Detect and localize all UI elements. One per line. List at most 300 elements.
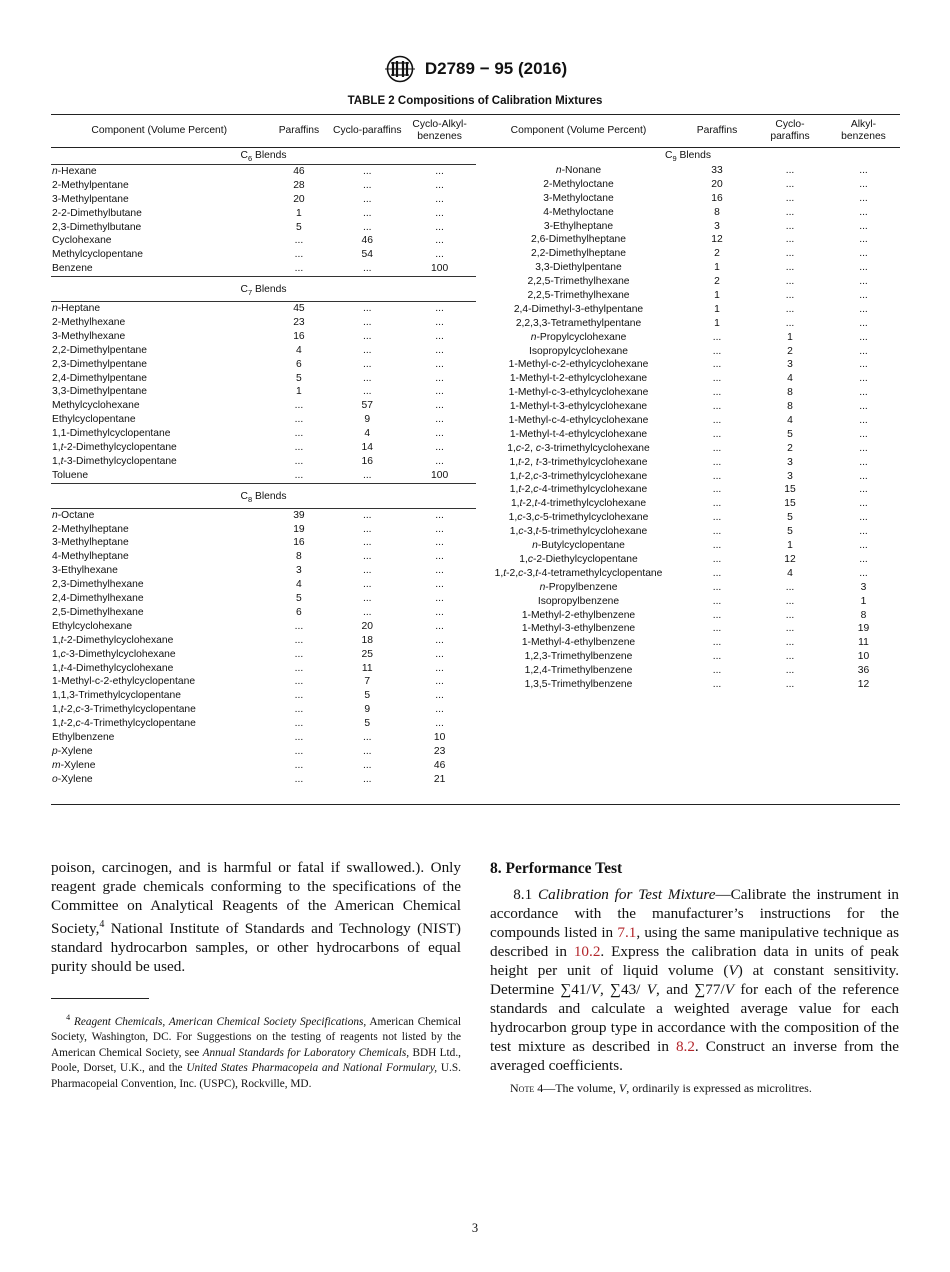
table-row bbox=[476, 595, 900, 609]
cell-component: 1,1,3-Trimethylcyclopentane bbox=[52, 690, 181, 702]
table-row bbox=[51, 165, 476, 179]
cell-cycloparaffins: ... bbox=[362, 551, 372, 563]
cell-cycloparaffins: 1 bbox=[787, 540, 793, 552]
cell-paraffins: ... bbox=[294, 249, 304, 261]
cell-paraffins: ... bbox=[712, 331, 722, 343]
table-row bbox=[51, 330, 476, 344]
cell-cycloparaffins: 9 bbox=[364, 414, 371, 426]
cell-benzenes: ... bbox=[859, 540, 868, 552]
cell-paraffins: ... bbox=[712, 401, 722, 413]
cell-paraffins: 1 bbox=[714, 303, 720, 315]
cell-paraffins: 46 bbox=[293, 166, 305, 177]
cell-benzenes: ... bbox=[435, 235, 444, 247]
cell-component: Toluene bbox=[52, 469, 89, 481]
cell-cycloparaffins: 8 bbox=[787, 387, 793, 399]
table-row bbox=[51, 262, 476, 276]
cell-benzenes: 3 bbox=[860, 581, 867, 593]
table-row bbox=[476, 317, 900, 331]
footnote-ref[interactable]: 4 bbox=[99, 919, 105, 930]
cell-component: 2-Methylpentane bbox=[52, 179, 129, 191]
cell-component: 1,t-2,t-4-trimethylcyclohexane bbox=[510, 498, 647, 510]
cell-benzenes: ... bbox=[859, 387, 868, 399]
cell-cycloparaffins: 5 bbox=[787, 512, 793, 524]
cell-paraffins: ... bbox=[294, 442, 304, 454]
cell-cycloparaffins: ... bbox=[785, 165, 795, 176]
table-row bbox=[51, 620, 476, 634]
cell-cycloparaffins: 57 bbox=[361, 400, 373, 412]
cell-component: 2,2,5-Trimethylhexane bbox=[527, 276, 630, 288]
table-row bbox=[476, 553, 900, 567]
cell-cycloparaffins: ... bbox=[785, 276, 795, 288]
cell-paraffins: ... bbox=[712, 387, 722, 399]
table-row bbox=[51, 193, 476, 207]
table-bottom-rule bbox=[51, 804, 900, 805]
cell-component: 2,5-Dimethylhexane bbox=[52, 606, 144, 618]
table-row bbox=[51, 745, 476, 759]
cell-cycloparaffins: 18 bbox=[361, 634, 373, 646]
table-row bbox=[476, 414, 900, 428]
cell-component: Methylcyclohexane bbox=[52, 400, 140, 412]
footnote-rule bbox=[51, 998, 149, 999]
table-row bbox=[476, 483, 900, 497]
cell-component: 2,2-Dimethylpentane bbox=[52, 344, 148, 356]
cell-component: 1,t-2-Dimethylcyclopentane bbox=[52, 442, 177, 454]
cell-cycloparaffins: ... bbox=[362, 207, 372, 219]
table-row bbox=[476, 372, 900, 386]
table-row bbox=[51, 648, 476, 662]
cell-paraffins: ... bbox=[712, 359, 722, 371]
table-row bbox=[51, 634, 476, 648]
cell-paraffins: ... bbox=[712, 553, 722, 565]
cell-benzenes: ... bbox=[435, 690, 444, 702]
cell-cycloparaffins: ... bbox=[362, 193, 372, 205]
cell-component: n-Nonane bbox=[555, 165, 602, 176]
cell-paraffins: ... bbox=[294, 400, 304, 412]
table-row bbox=[51, 717, 476, 731]
cell-component: 1-Methyl-3-ethylbenzene bbox=[521, 623, 636, 635]
cell-cycloparaffins: ... bbox=[362, 263, 372, 275]
cell-component: Ethylcyclopentane bbox=[52, 414, 136, 426]
cell-component: 1-Methyl-4-ethylbenzene bbox=[521, 637, 636, 649]
cell-component: 4-Methyloctane bbox=[543, 206, 614, 218]
cell-component: 1,2,3-Trimethylbenzene bbox=[524, 651, 633, 663]
cell-component: 3-Methyloctane bbox=[543, 192, 614, 204]
col-component-right: Component (Volume Percent) bbox=[510, 124, 647, 136]
table-row bbox=[51, 564, 476, 578]
table-row bbox=[51, 413, 476, 427]
cell-cycloparaffins: ... bbox=[362, 731, 372, 743]
cell-paraffins: 28 bbox=[293, 179, 305, 191]
cell-component: 1,t-2,c-3,t-4-tetramethylcyclopentane bbox=[494, 567, 663, 579]
cell-benzenes: ... bbox=[435, 648, 444, 660]
cell-cycloparaffins: 3 bbox=[787, 470, 793, 482]
table-row bbox=[476, 358, 900, 372]
cell-benzenes: 23 bbox=[433, 745, 446, 757]
cell-benzenes: ... bbox=[859, 442, 868, 454]
table-row bbox=[476, 400, 900, 414]
cell-paraffins: ... bbox=[712, 623, 722, 635]
cell-benzenes: ... bbox=[859, 498, 868, 510]
table-row bbox=[476, 192, 900, 206]
cell-benzenes: ... bbox=[859, 178, 868, 190]
cell-cycloparaffins: ... bbox=[362, 166, 372, 177]
cell-paraffins: 6 bbox=[296, 606, 302, 618]
cell-paraffins: 16 bbox=[293, 537, 305, 549]
cell-component: 1-Methyl-c-3-ethylcyclohexane bbox=[508, 387, 649, 399]
cell-paraffins: ... bbox=[294, 690, 304, 702]
cell-benzenes: ... bbox=[435, 662, 444, 674]
table-row bbox=[476, 567, 900, 581]
cell-component: p-Xylene bbox=[52, 745, 93, 757]
col-cycloparaffins: Cyclo-paraffins bbox=[333, 124, 402, 136]
cell-benzenes: ... bbox=[435, 344, 444, 356]
cell-benzenes: ... bbox=[859, 317, 868, 329]
cell-cycloparaffins: ... bbox=[785, 262, 795, 274]
col-paraffins: Paraffins bbox=[278, 124, 320, 136]
cell-cycloparaffins: ... bbox=[785, 234, 795, 246]
cell-component: 2,4-Dimethylhexane bbox=[52, 593, 144, 605]
cell-paraffins: ... bbox=[294, 235, 304, 247]
cell-component: 1-Methyl-c-2-ethylcyclohexane bbox=[508, 359, 649, 371]
table-row bbox=[51, 523, 476, 537]
cell-cycloparaffins: ... bbox=[362, 579, 372, 591]
link-7-1[interactable]: 7.1 bbox=[617, 924, 637, 941]
table-row bbox=[51, 399, 476, 413]
section-header: $C_6$ Blends bbox=[51, 148, 476, 165]
cell-benzenes: ... bbox=[435, 565, 444, 577]
cell-benzenes: ... bbox=[435, 537, 444, 549]
cell-benzenes: ... bbox=[435, 551, 444, 563]
cell-benzenes: 12 bbox=[857, 678, 870, 690]
cell-benzenes: 10 bbox=[433, 731, 446, 743]
table-row bbox=[51, 606, 476, 620]
cell-component: Ethylcyclohexane bbox=[52, 620, 133, 632]
cell-cycloparaffins: 54 bbox=[361, 249, 373, 261]
cell-benzenes: ... bbox=[859, 401, 868, 413]
cell-component: 1,t-2,c-3-Trimethylcyclopentane bbox=[52, 704, 196, 716]
cell-paraffins: ... bbox=[294, 704, 304, 716]
cell-benzenes: ... bbox=[435, 620, 444, 632]
cell-benzenes: ... bbox=[859, 415, 868, 427]
table-row bbox=[51, 207, 476, 221]
cell-paraffins: 33 bbox=[711, 165, 723, 176]
cell-paraffins: ... bbox=[712, 581, 722, 593]
table-row bbox=[476, 664, 900, 678]
cell-cycloparaffins: 7 bbox=[364, 676, 371, 688]
cell-cycloparaffins: 9 bbox=[364, 704, 371, 716]
cell-component: 1,c-3,t-5-trimethylcyclohexane bbox=[509, 526, 648, 538]
cell-cycloparaffins: 1 bbox=[787, 331, 793, 343]
cell-benzenes: 21 bbox=[433, 773, 446, 785]
table-row bbox=[476, 456, 900, 470]
cell-paraffins: 16 bbox=[711, 192, 723, 204]
cell-component: 2,2,5-Trimethylhexane bbox=[527, 290, 630, 302]
cell-benzenes: ... bbox=[435, 523, 444, 535]
table-row bbox=[51, 221, 476, 235]
cell-paraffins: ... bbox=[294, 745, 304, 757]
cell-benzenes: 36 bbox=[857, 665, 870, 677]
cell-cycloparaffins: 4 bbox=[364, 428, 371, 440]
cell-paraffins: ... bbox=[294, 731, 304, 743]
column-headers-right bbox=[476, 114, 900, 148]
cell-benzenes: ... bbox=[859, 276, 868, 288]
cell-cycloparaffins: ... bbox=[785, 206, 795, 218]
cell-cycloparaffins: ... bbox=[362, 221, 372, 233]
table-row bbox=[476, 511, 900, 525]
cell-benzenes: ... bbox=[435, 166, 444, 177]
cell-paraffins: 4 bbox=[296, 344, 302, 356]
cell-cycloparaffins: ... bbox=[785, 609, 795, 621]
cell-cycloparaffins: ... bbox=[362, 358, 372, 370]
cell-paraffins: ... bbox=[712, 595, 722, 607]
cell-benzenes: ... bbox=[859, 206, 868, 218]
col-paraffins-right: Paraffins bbox=[696, 124, 738, 136]
section-header: $C_9$ Blends bbox=[665, 150, 711, 164]
table-row bbox=[476, 636, 900, 650]
cell-paraffins: 3 bbox=[714, 220, 720, 232]
cell-benzenes: ... bbox=[435, 718, 444, 730]
table-row bbox=[476, 539, 900, 553]
table-row bbox=[476, 442, 900, 456]
cell-component: 3-Methylheptane bbox=[52, 537, 129, 549]
cell-benzenes: ... bbox=[859, 484, 868, 496]
body-text-left: poison, carcinogen, and is harmful or fatal if swallowed.). Only reagent grade chemicals conforming to the specifications of the Committee on Analytical Reagents of the American Chemical Society,$^4$ National Institute of Standards and Technology (NIST) standard hydrocarbon samples, or other hydrocarbons of equal purity should be used. bbox=[51, 859, 461, 976]
cell-paraffins: ... bbox=[712, 665, 722, 677]
table-row bbox=[51, 385, 476, 399]
cell-cycloparaffins: 5 bbox=[787, 526, 793, 538]
table-row bbox=[51, 509, 476, 523]
cell-benzenes: ... bbox=[859, 428, 868, 440]
cell-component: 1,t-2, t-3-trimethylcyclohexane bbox=[509, 456, 648, 468]
cell-component: 3,3-Dimethylpentane bbox=[52, 386, 148, 398]
page-number: 3 bbox=[471, 1221, 479, 1235]
table-row bbox=[51, 731, 476, 745]
table-row bbox=[51, 469, 476, 483]
cell-benzenes: ... bbox=[859, 553, 868, 565]
cell-paraffins: 1 bbox=[296, 386, 302, 398]
body-text-right: 8.1 Calibration for Test Mixture—Calibrate the instrument in accordance with the manufacturer’s instructions for the compounds listed in 7.1, using the same manipulative technique as described in 10.2. Express the calibration data in units of peak height per unit of liquid volume (V) at constant sensitivity. Determine ∑41/V, ∑43/ V, and ∑77/V for each of the reference standards and calculate a weighted average value for each hydrocarbon group type in accordance with the composition of the test mixture as described in 8.2. Construct an inverse from the averaged coefficients. bbox=[490, 886, 900, 1074]
cell-benzenes: ... bbox=[435, 400, 444, 412]
cell-cycloparaffins: 3 bbox=[787, 456, 793, 468]
cell-benzenes: 11 bbox=[858, 637, 869, 649]
cell-paraffins: 2 bbox=[714, 248, 720, 260]
cell-cycloparaffins: ... bbox=[362, 606, 372, 618]
column-headers bbox=[51, 114, 476, 148]
cell-component: 2-Methylheptane bbox=[52, 523, 129, 535]
cell-benzenes: ... bbox=[859, 359, 868, 371]
table-row bbox=[476, 220, 900, 234]
cell-paraffins: ... bbox=[712, 470, 722, 482]
cell-paraffins: ... bbox=[294, 263, 304, 275]
cell-benzenes: ... bbox=[435, 179, 444, 191]
table-row bbox=[51, 358, 476, 372]
cell-cycloparaffins: ... bbox=[785, 581, 795, 593]
cell-paraffins: ... bbox=[294, 455, 304, 467]
cell-cycloparaffins: ... bbox=[785, 623, 795, 635]
cell-component: 1,c-2, c-3-trimethylcyclohexane bbox=[507, 442, 650, 454]
cell-benzenes: ... bbox=[435, 193, 444, 205]
cell-cycloparaffins: ... bbox=[362, 386, 372, 398]
table-row bbox=[51, 689, 476, 703]
cell-benzenes: ... bbox=[435, 372, 444, 384]
cell-benzenes: ... bbox=[859, 345, 868, 357]
cell-paraffins: 23 bbox=[293, 317, 305, 329]
cell-benzenes: ... bbox=[859, 192, 868, 204]
table-row bbox=[51, 248, 476, 262]
table-row bbox=[51, 302, 476, 316]
cell-component: 1,t-2,c-4-trimethylcyclohexane bbox=[509, 484, 648, 496]
cell-benzenes: ... bbox=[435, 442, 444, 454]
cell-paraffins: 6 bbox=[296, 358, 302, 370]
cell-component: 2,4-Dimethylpentane bbox=[52, 372, 148, 384]
cell-paraffins: ... bbox=[712, 526, 722, 538]
table-row bbox=[476, 525, 900, 539]
cell-paraffins: ... bbox=[294, 759, 304, 771]
cell-component: m-Xylene bbox=[52, 759, 96, 771]
cell-component: 1,t-2,c-4-Trimethylcyclopentane bbox=[52, 718, 196, 730]
table-row bbox=[476, 261, 900, 275]
cell-benzenes: ... bbox=[435, 221, 444, 233]
cell-benzenes: ... bbox=[435, 330, 444, 342]
cell-benzenes: ... bbox=[435, 579, 444, 591]
footnote: $^4$ Reagent Chemicals, American Chemical Society Specifications, American Chemical Society, Washington, DC. For Suggestions on the testing of reagents not listed by the American Chemical Society, see Annual Standards for Laboratory Chemicals, BDH Ltd., Poole, Dorset, U.K., and the United States Pharmacopeia and National Formulary, U.S. Pharmacopeial Convention, Inc. (USPC), Rockville, MD. bbox=[51, 1013, 462, 1090]
table-row bbox=[476, 275, 900, 289]
document-id: D2789 − 95 (2016) bbox=[424, 59, 568, 78]
cell-component: Methylcyclopentane bbox=[52, 249, 144, 261]
cell-cycloparaffins: ... bbox=[362, 317, 372, 329]
cell-cycloparaffins: ... bbox=[362, 759, 372, 771]
cell-benzenes: ... bbox=[859, 303, 868, 315]
cell-component: 2-Methylhexane bbox=[52, 317, 126, 329]
cell-cycloparaffins: 5 bbox=[364, 718, 371, 730]
cell-benzenes: 100 bbox=[430, 469, 449, 481]
cell-cycloparaffins: 16 bbox=[361, 455, 373, 467]
cell-paraffins: ... bbox=[712, 651, 722, 663]
cell-cycloparaffins: ... bbox=[362, 593, 372, 605]
cell-paraffins: ... bbox=[712, 498, 722, 510]
link-8-2[interactable]: 8.2 bbox=[675, 1038, 695, 1055]
cell-cycloparaffins: ... bbox=[785, 317, 795, 329]
cell-benzenes: ... bbox=[859, 234, 868, 246]
table-row bbox=[51, 427, 476, 441]
cell-paraffins: 4 bbox=[296, 579, 302, 591]
cell-cycloparaffins: 2 bbox=[787, 442, 793, 454]
cell-benzenes: ... bbox=[859, 290, 868, 302]
cell-benzenes: ... bbox=[435, 207, 444, 219]
cell-component: n-Octane bbox=[52, 509, 95, 521]
cell-component: Cyclohexane bbox=[52, 235, 112, 247]
cell-benzenes: ... bbox=[435, 455, 444, 467]
cell-component: 3-Methylpentane bbox=[52, 193, 129, 205]
cell-cycloparaffins: ... bbox=[362, 372, 372, 384]
cell-cycloparaffins: ... bbox=[362, 523, 372, 535]
col-alkylbenzenes-right: Alkyl- benzenes bbox=[841, 118, 886, 142]
cell-cycloparaffins: ... bbox=[362, 773, 372, 785]
cell-component: 3,3-Diethylpentane bbox=[535, 262, 622, 274]
cell-benzenes: ... bbox=[435, 414, 444, 426]
cell-component: 3-Methylhexane bbox=[52, 330, 126, 342]
cell-cycloparaffins: 46 bbox=[361, 235, 373, 247]
link-10-2[interactable]: 10.2 bbox=[573, 943, 601, 960]
cell-benzenes: ... bbox=[435, 634, 444, 646]
cell-paraffins: 3 bbox=[296, 565, 302, 577]
cell-paraffins: ... bbox=[712, 540, 722, 552]
cell-paraffins: 20 bbox=[711, 178, 723, 190]
cell-component: Ethylbenzene bbox=[52, 731, 115, 743]
cell-benzenes: ... bbox=[859, 165, 868, 176]
cell-cycloparaffins: ... bbox=[362, 745, 372, 757]
cell-paraffins: ... bbox=[294, 620, 304, 632]
cell-paraffins: ... bbox=[712, 484, 722, 496]
cell-benzenes: ... bbox=[859, 526, 868, 538]
cell-benzenes: ... bbox=[859, 512, 868, 524]
table-row bbox=[476, 233, 900, 247]
cell-paraffins: 2 bbox=[714, 276, 720, 288]
cell-component: 3-Ethylheptane bbox=[543, 220, 614, 232]
cell-cycloparaffins: 25 bbox=[361, 648, 373, 660]
cell-cycloparaffins: ... bbox=[362, 330, 372, 342]
cell-cycloparaffins: ... bbox=[785, 290, 795, 302]
table-row bbox=[51, 759, 476, 773]
cell-paraffins: ... bbox=[294, 676, 304, 688]
cell-component: 2-Methyloctane bbox=[543, 178, 614, 190]
cell-component: 1,t-4-Dimethylcyclohexane bbox=[52, 662, 174, 674]
cell-paraffins: ... bbox=[294, 773, 304, 785]
cell-component: 2,2,3,3-Tetramethylpentane bbox=[515, 317, 642, 329]
cell-component: 1,t-3-Dimethylcyclopentane bbox=[52, 455, 177, 467]
cell-cycloparaffins: 4 bbox=[787, 415, 793, 427]
cell-benzenes: ... bbox=[435, 303, 444, 315]
table-row bbox=[476, 678, 900, 692]
cell-paraffins: ... bbox=[712, 678, 722, 690]
cell-benzenes: ... bbox=[859, 567, 868, 579]
cell-cycloparaffins: 4 bbox=[787, 373, 793, 385]
cell-component: 1,1-Dimethylcyclopentane bbox=[52, 428, 171, 440]
col-component: Component (Volume Percent) bbox=[91, 124, 228, 136]
cell-cycloparaffins: ... bbox=[785, 192, 795, 204]
page-header bbox=[0, 54, 950, 84]
table-row bbox=[476, 164, 900, 178]
cell-paraffins: 12 bbox=[711, 234, 723, 246]
cell-paraffins: 1 bbox=[296, 207, 302, 219]
cell-cycloparaffins: 8 bbox=[787, 401, 793, 413]
cell-benzenes: ... bbox=[859, 262, 868, 274]
cell-component: 2,3-Dimethylbutane bbox=[52, 221, 142, 233]
cell-cycloparaffins: 3 bbox=[787, 359, 793, 371]
cell-cycloparaffins: ... bbox=[785, 678, 795, 690]
cell-cycloparaffins: 12 bbox=[784, 553, 796, 565]
table-row bbox=[51, 578, 476, 592]
cell-benzenes: ... bbox=[435, 593, 444, 605]
cell-component: 1-Methyl-t-4-ethylcyclohexane bbox=[509, 428, 648, 440]
cell-paraffins: ... bbox=[712, 373, 722, 385]
cell-component: 1,t-2,c-3-trimethylcyclohexane bbox=[509, 470, 648, 482]
cell-component: n-Propylcyclohexane bbox=[530, 331, 627, 343]
table-row bbox=[51, 441, 476, 455]
cell-cycloparaffins: ... bbox=[785, 178, 795, 190]
cell-component: 2,3-Dimethylhexane bbox=[52, 579, 144, 591]
table-row bbox=[51, 675, 476, 689]
cell-benzenes: ... bbox=[435, 509, 444, 521]
cell-cycloparaffins: ... bbox=[785, 651, 795, 663]
table-row bbox=[476, 331, 900, 345]
cell-cycloparaffins: ... bbox=[785, 595, 795, 607]
cell-paraffins: 5 bbox=[296, 593, 302, 605]
col-cycloparaffins-right: Cyclo- paraffins bbox=[770, 118, 810, 142]
table-row bbox=[476, 345, 900, 359]
cell-cycloparaffins: ... bbox=[362, 469, 372, 481]
cell-benzenes: 46 bbox=[433, 759, 446, 771]
